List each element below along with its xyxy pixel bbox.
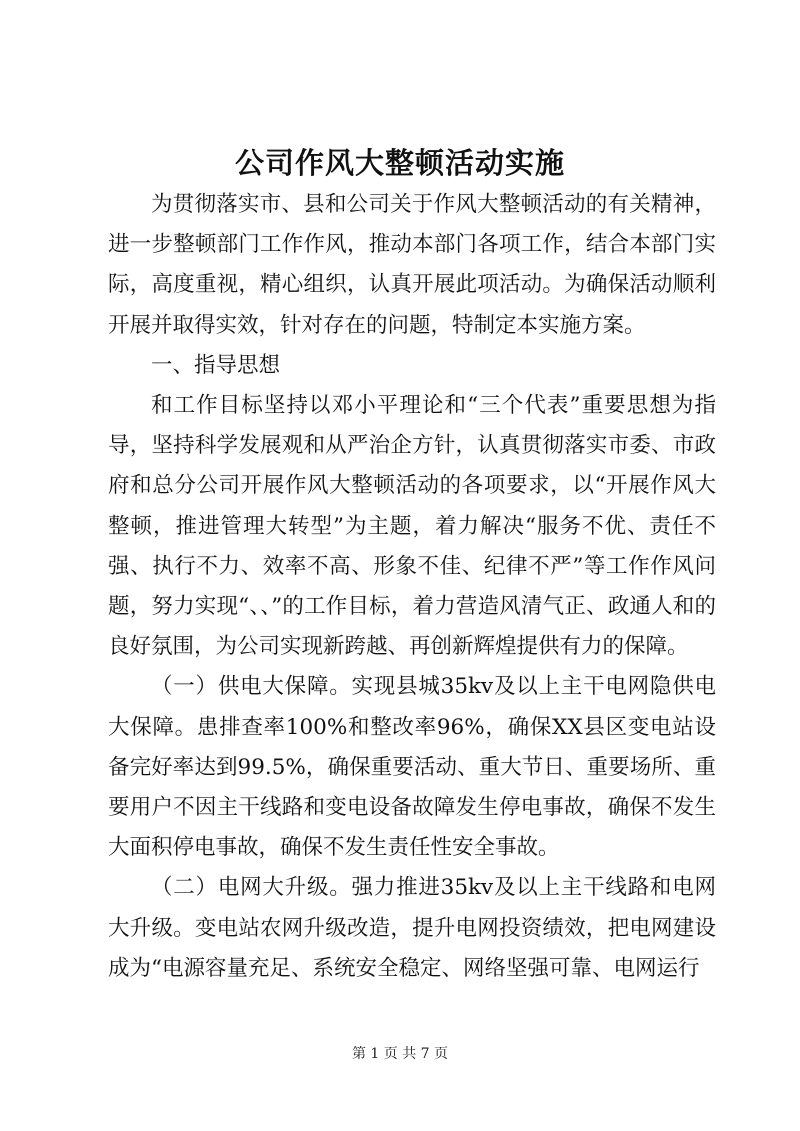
power-supply-paragraph: （一）供电大保障。实现县城35kv及以上主干电网隐供电大保障。患排查率100%和整改率96%，确保XX县区变电站设备完好率达到99.5%，确保重要活动、重大节日、重要场所、重要用户不因主干线路和变电设备故障发生停电事故，确保不发生大面积停电事故，确保不发生责任性安全事故。 — [108, 674, 716, 861]
document-body — [108, 185, 716, 989]
guiding-thought-paragraph: 和工作目标坚持以邓小平理论和“三个代表”重要思想为指导，坚持科学发展观和从严治企方针，认真贯彻落实市委、市政府和总分公司开展作风大整顿活动的各项要求，以“开展作风大整顿，推进管理大转型”为主题，着力解决“服务不优、责任不强、执行不力、效率不高、形象不佳、纪律不严”等工作作风问题，努力实现“、、”的工作目标，着力营造风清气正、政通人和的良好氛围，为公司实现新跨越、再创新辉煌提供有力的保障。 — [108, 393, 716, 660]
document-title: 公司作风大整顿活动实施 — [234, 146, 565, 180]
section-heading-guiding-thought: 一、指导思想 — [151, 352, 281, 378]
intro-paragraph: 为贯彻落实市、县和公司关于作风大整顿活动的有关精神，进一步整顿部门工作作风，推动本部门各项工作，结合本部门实际，高度重视，精心组织，认真开展此项活动。为确保活动顺利开展并取得实效，针对存在的问题，特制定本实施方案。 — [108, 192, 716, 338]
page-footer: 第 1 页 共 7 页 — [351, 1046, 449, 1062]
grid-upgrade-paragraph: （二）电网大升级。强力推进35kv及以上主干线路和电网大升级。变电站农网升级改造，提升电网投资绩效，把电网建设成为“电源容量充足、系统安全稳定、网络坚强可靠、电网运行 — [108, 875, 716, 981]
